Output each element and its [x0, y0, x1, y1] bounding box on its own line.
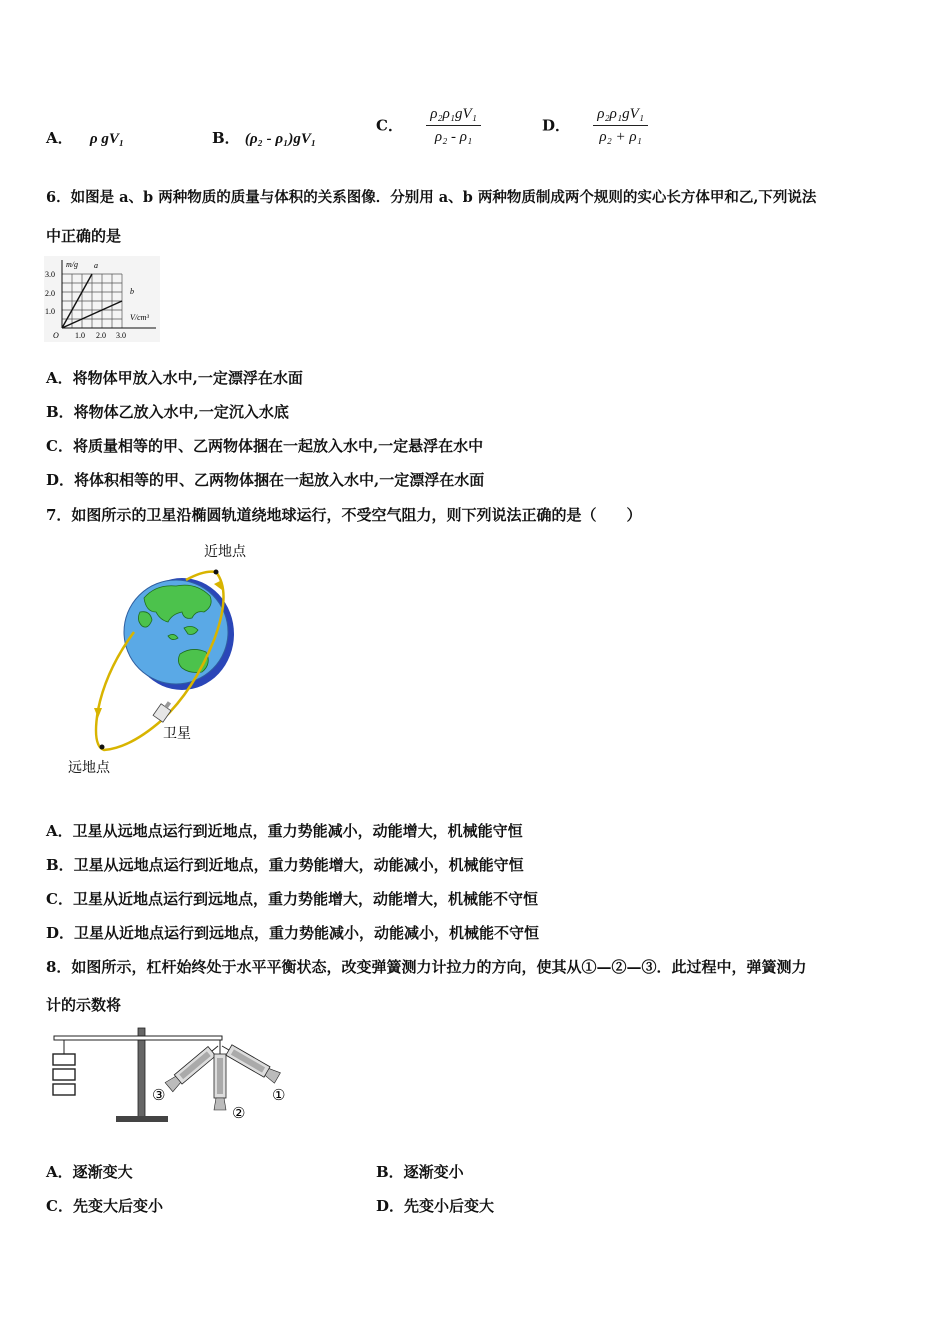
q6-line-b-label: b [130, 287, 134, 296]
q5-option-a-letter: A． [46, 129, 73, 147]
apogee-point [100, 745, 105, 750]
q8-stem-line2: 计的示数将 [46, 996, 122, 1014]
q5-option-b-letter: B． [212, 129, 240, 147]
lever-bar [54, 1036, 222, 1040]
spring-scale-1 [219, 1041, 280, 1083]
orbit-arrow-left-icon [94, 708, 102, 718]
spring-scale-3 [165, 1041, 222, 1091]
q5-option-c-letter: C． [376, 116, 403, 135]
perigee-point [214, 570, 219, 575]
q5-option-b [212, 128, 316, 149]
q8-option-b: B．逐渐变小 [376, 1163, 464, 1181]
q7-option-b: B．卫星从远地点运行到近地点，重力势能增大，动能减小，机械能守恒 [46, 856, 524, 874]
q5-option-c-fraction [426, 104, 481, 147]
satellite-icon [153, 701, 171, 722]
weight-block-2 [53, 1069, 75, 1080]
position-label-1: ① [272, 1088, 286, 1104]
q5-option-a-expr: ρ gV₁ [89, 131, 125, 147]
q8-lever-figure [46, 1024, 298, 1128]
q6-origin: O [53, 331, 59, 340]
lever-stand-base [116, 1116, 168, 1122]
q6-ytick-3: 3.0 [45, 270, 55, 279]
apogee-label: 远地点 [68, 761, 110, 776]
q6-ylabel: m/g [66, 260, 78, 269]
q6-option-b: B．将物体乙放入水中,一定沉入水底 [46, 403, 289, 421]
q7-option-a: A．卫星从远地点运行到近地点，重力势能减小，动能增大，机械能守恒 [46, 822, 523, 840]
q5-option-c [376, 104, 481, 147]
perigee-label: 近地点 [204, 545, 246, 560]
q6-xtick-2: 2.0 [96, 331, 106, 340]
q6-ytick-2: 2.0 [45, 289, 55, 298]
q6-xtick-3: 3.0 [116, 331, 126, 340]
weight-block-1 [53, 1054, 75, 1065]
q5-option-b-expr: (ρ₂ - ρ₁)gV₁ [244, 131, 317, 147]
orbit-arrow-top-icon [214, 580, 222, 590]
q6-xlabel: V/cm³ [130, 313, 149, 322]
lever-stand-pole [138, 1028, 145, 1118]
q5-option-a [46, 128, 124, 149]
q6-stem-line2: 中正确的是 [46, 227, 122, 245]
orbit-path-upper [186, 572, 216, 580]
satellite-label: 卫星 [163, 727, 191, 742]
q8-stem-line1: 8．如图所示，杠杆始终处于水平平衡状态，改变弹簧测力计拉力的方向，使其从①—②—③．此过程中，弹簧测力 [46, 958, 807, 976]
q6-mass-volume-graph [44, 256, 160, 342]
q8-option-a: A．逐渐变大 [46, 1163, 133, 1181]
q5-option-c-denominator: ρ₂ - ρ₁ [434, 129, 473, 145]
q6-option-c: C．将质量相等的甲、乙两物体捆在一起放入水中,一定悬浮在水中 [46, 437, 484, 455]
q6-stem-line1: 6．如图是 a、b 两种物质的质量与体积的关系图像．分别用 a、b 两种物质制成两个规则的实心长方体甲和乙,下列说法 [46, 189, 817, 206]
q8-option-c: C．先变大后变小 [46, 1197, 163, 1215]
q7-satellite-orbit-figure [64, 540, 264, 780]
weight-block-3 [53, 1084, 75, 1095]
q5-option-d [542, 104, 648, 147]
q6-option-d: D．将体积相等的甲、乙两物体捆在一起放入水中,一定漂浮在水面 [46, 471, 485, 489]
q5-option-c-numerator: ρ₂ρ₁gV₁ [426, 104, 481, 126]
q6-ytick-1: 1.0 [45, 307, 55, 316]
q5-option-d-numerator: ρ₂ρ₁gV₁ [593, 104, 648, 126]
q6-option-a: A．将物体甲放入水中,一定漂浮在水面 [46, 369, 303, 387]
q5-option-d-denominator: ρ₂ + ρ₁ [599, 129, 642, 145]
q5-option-d-fraction [593, 104, 648, 147]
q6-xtick-1: 1.0 [75, 331, 85, 340]
q6-line-a-label: a [94, 261, 98, 270]
spring-scale-2 [214, 1046, 226, 1110]
q7-option-c: C．卫星从近地点运行到远地点，重力势能增大，动能增大，机械能不守恒 [46, 890, 538, 908]
q8-option-d: D．先变小后变大 [376, 1197, 495, 1215]
q7-option-d: D．卫星从近地点运行到远地点，重力势能减小，动能减小，机械能不守恒 [46, 924, 540, 942]
position-label-3: ③ [152, 1088, 166, 1104]
position-label-2: ② [232, 1106, 246, 1122]
q7-stem: 7．如图所示的卫星沿椭圆轨道绕地球运行，不受空气阻力，则下列说法正确的是（ ） [46, 506, 642, 524]
q5-option-d-letter: D． [542, 116, 571, 135]
